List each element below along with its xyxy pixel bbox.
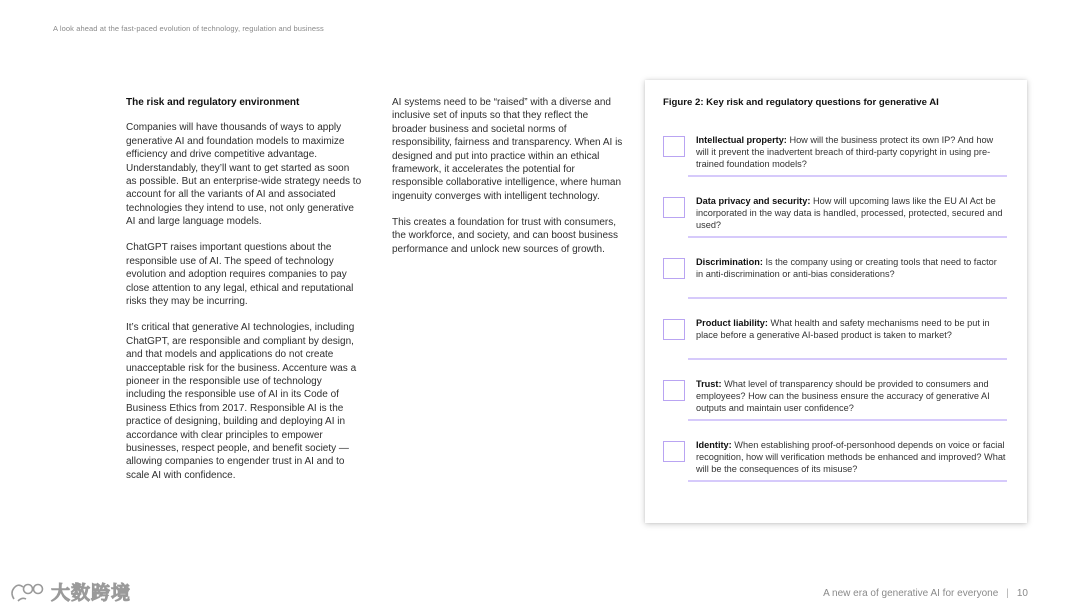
question-text	[696, 256, 1006, 280]
divider	[688, 175, 1007, 177]
checkbox-square-icon	[663, 380, 685, 401]
question-label: Discrimination:	[696, 257, 763, 267]
question-item-discrimination	[663, 256, 1007, 316]
checkbox-square-icon	[663, 258, 685, 279]
question-text	[696, 134, 1006, 171]
checkbox-square-icon	[663, 136, 685, 157]
question-text	[696, 317, 1006, 341]
section-title: The risk and regulatory environment	[126, 97, 300, 108]
divider	[688, 236, 1007, 238]
question-body: How will upcoming laws like the EU AI Act be incorporated in the way data is handled, processed, protected, secured and used?	[696, 196, 1003, 231]
middle-column	[392, 96, 624, 269]
divider	[688, 480, 1007, 482]
question-body: How will the business protect its own IP? And how will it prevent the inadvertent breach of third-party copyright in using pre-trained foundation models?	[696, 135, 994, 170]
body-paragraph: ChatGPT raises important questions about the responsible use of AI. The speed of technology evolution and adoption requires companies to pay close attention to any legal, ethical and reputational risks they may be incurring.	[126, 242, 354, 308]
page-footer	[823, 588, 1028, 599]
question-label: Identity:	[696, 440, 732, 450]
checkbox-square-icon	[663, 197, 685, 218]
question-label: Data privacy and security:	[696, 196, 811, 206]
divider	[688, 419, 1007, 421]
divider	[688, 297, 1007, 299]
page-number: 10	[1016, 588, 1028, 599]
question-item-ip	[663, 134, 1007, 194]
question-body: When establishing proof-of-personhood depends on voice or facial recognition, how will verification methods be enhanced and improved? What will be the consequences of its misuse?	[696, 440, 1006, 475]
figure-card	[645, 80, 1027, 523]
question-item-liability	[663, 317, 1007, 377]
question-text	[696, 378, 1006, 415]
body-paragraph: Companies will have thousands of ways to apply generative AI and foundation models to maximize efficiency and drive competitive advantage. Understandably, they’ll want to get started as soon as possible. But an enterprise-wide strategy needs to account for all the variants of AI and associated technologies they intend to use, not only generative AI and large language models.	[126, 122, 362, 228]
left-column	[126, 96, 362, 495]
question-text	[696, 195, 1006, 232]
footer-separator: |	[1006, 588, 1009, 599]
running-header: A look ahead at the fast-paced evolution of technology, regulation and business	[53, 24, 324, 33]
question-body: Is the company using or creating tools that need to factor in anti-discrimination or anti-bias considerations?	[696, 257, 997, 280]
question-item-privacy	[663, 195, 1007, 255]
question-body: What health and safety mechanisms need to be put in place before a generative AI-based product is taken to market?	[696, 318, 990, 341]
question-text	[696, 439, 1006, 476]
watermark-text: 大数跨境	[51, 582, 132, 604]
question-label: Product liability:	[696, 318, 768, 328]
checkbox-square-icon	[663, 319, 685, 340]
checkbox-square-icon	[663, 441, 685, 462]
question-item-trust	[663, 378, 1007, 438]
divider	[688, 358, 1007, 360]
question-item-identity	[663, 439, 1007, 499]
watermark-chain-icon	[8, 579, 48, 605]
body-paragraph: It’s critical that generative AI technologies, including ChatGPT, are responsible and compliant by design, and that models and applications do not create unacceptable risk for the business. Accenture was a pioneer in the responsible use of technology including the responsible use of AI in its Code of Business Ethics from 2017. Responsible AI is the practice of designing, building and deploying AI in accordance with clear principles to empower businesses, respect people, and benefit society — allowing companies to engender trust in AI and to scale AI with confidence.	[126, 322, 357, 481]
question-label: Intellectual property:	[696, 135, 787, 145]
question-body: What level of transparency should be provided to consumers and employees? How can the business ensure the accuracy of generative AI outputs and maintain user confidence?	[696, 379, 990, 414]
question-label: Trust:	[696, 379, 722, 389]
body-paragraph: This creates a foundation for trust with consumers, the workforce, and society, and can boost business performance and unlock new sources of growth.	[392, 217, 619, 255]
body-paragraph: AI systems need to be “raised” with a diverse and inclusive set of inputs so that they reflect the broader business and societal norms of responsibility, fairness and transparency. When AI is designed and put into practice within an ethical framework, it accelerates the potential for responsible collaborative intelligence, where human ingenuity converges with intelligent technology.	[392, 97, 623, 202]
footer-doc-title: A new era of generative AI for everyone	[823, 588, 999, 599]
watermark-logo	[8, 578, 131, 605]
figure-title: Figure 2: Key risk and regulatory questions for generative AI	[663, 97, 939, 108]
